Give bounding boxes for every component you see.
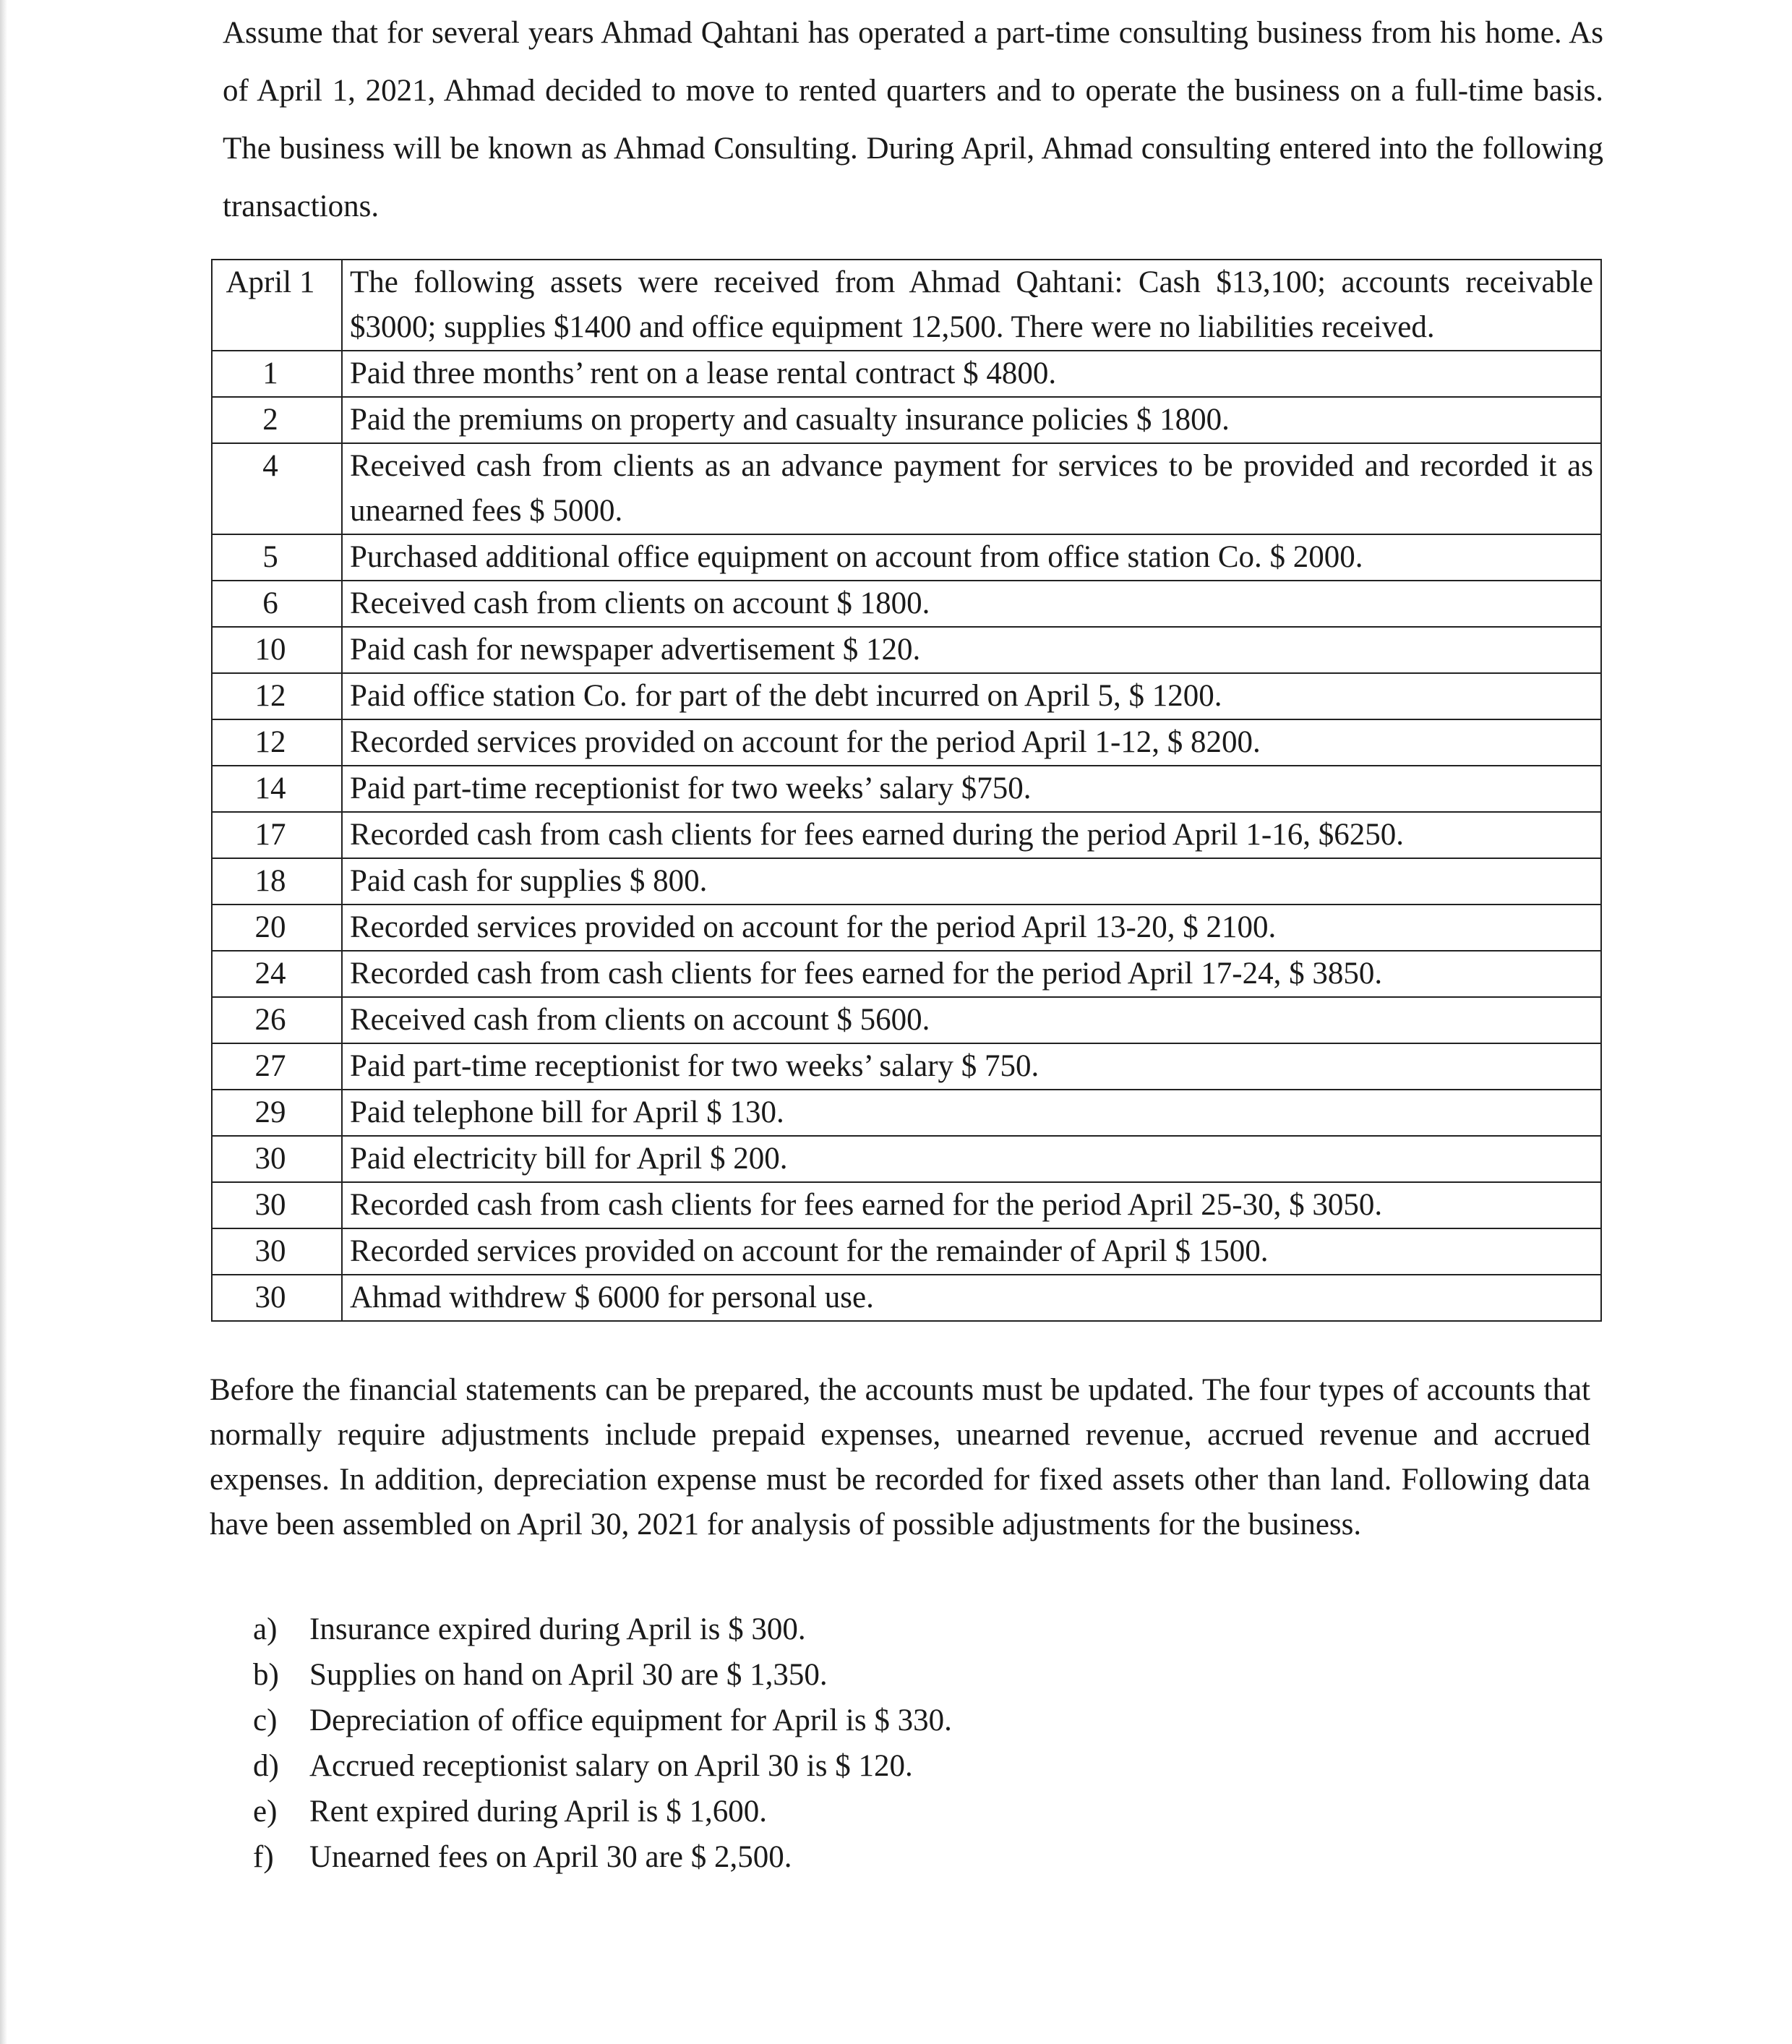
transaction-description: Ahmad withdrew $ 6000 for personal use. <box>342 1275 1601 1321</box>
transaction-description: Recorded cash from cash clients for fees earned for the period April 17-24, $ 3850. <box>342 951 1601 997</box>
transaction-date: 5 <box>212 534 342 581</box>
table-row <box>212 260 1601 351</box>
transaction-date: 30 <box>212 1136 342 1182</box>
transaction-date: 24 <box>212 951 342 997</box>
transaction-date: 29 <box>212 1090 342 1136</box>
item-label: f) <box>253 1840 274 1874</box>
transaction-date: 4 <box>212 443 342 534</box>
transaction-date: 17 <box>212 812 342 858</box>
transaction-description: Received cash from clients on account $ 5600. <box>342 997 1601 1043</box>
list-item <box>253 1652 952 1698</box>
transaction-description: The following assets were received from Ahmad Qahtani: Cash $13,100; accounts receivable $3000; supplies $1400 and office equipment 12,500. There were no liabilities received. <box>342 260 1601 351</box>
table-row <box>212 534 1601 581</box>
transaction-description: Recorded services provided on account for the remainder of April $ 1500. <box>342 1228 1601 1275</box>
table-row <box>212 1228 1601 1275</box>
transaction-date: 26 <box>212 997 342 1043</box>
transactions-table <box>211 259 1602 1322</box>
intro-paragraph: Assume that for several years Ahmad Qahtani has operated a part-time consulting business from his home. As of April 1, 2021, Ahmad decided to move to rented quarters and to operate the business on a full-time basis. The business will be known as Ahmad Consulting. During April, Ahmad consulting entered into the following transactions. <box>223 16 1603 223</box>
table-row <box>212 858 1601 905</box>
transaction-date: 6 <box>212 581 342 627</box>
transaction-description: Paid three months’ rent on a lease rental contract $ 4800. <box>342 351 1601 397</box>
list-item <box>253 1698 952 1743</box>
transaction-date: 14 <box>212 766 342 812</box>
table-row <box>212 1275 1601 1321</box>
transaction-date: 12 <box>212 673 342 719</box>
list-item <box>253 1607 952 1652</box>
table-row <box>212 997 1601 1043</box>
item-text: Depreciation of office equipment for April is $ 330. <box>309 1703 952 1737</box>
table-row <box>212 719 1601 766</box>
item-text: Insurance expired during April is $ 300. <box>309 1612 806 1646</box>
transaction-description: Paid telephone bill for April $ 130. <box>342 1090 1601 1136</box>
transaction-description: Paid cash for newspaper advertisement $ 120. <box>342 627 1601 673</box>
transaction-description: Recorded services provided on account for the period April 1-12, $ 8200. <box>342 719 1601 766</box>
item-label: d) <box>253 1749 279 1783</box>
table-row <box>212 905 1601 951</box>
transaction-description: Received cash from clients as an advance payment for services to be provided and recorded it as unearned fees $ 5000. <box>342 443 1601 534</box>
adjustments-intro-paragraph: Before the financial statements can be prepared, the accounts must be updated. The four types of accounts that normally require adjustments include prepaid expenses, unearned revenue, accrued revenue and accrued expenses. In addition, depreciation expense must be recorded for fixed assets other than land. Following data have been assembled on April 30, 2021 for analysis of possible adjustments for the business. <box>210 1373 1590 1541</box>
transaction-date: 30 <box>212 1275 342 1321</box>
item-label: a) <box>253 1612 278 1646</box>
transaction-date: 27 <box>212 1043 342 1090</box>
item-label: c) <box>253 1703 278 1737</box>
transaction-description: Paid office station Co. for part of the debt incurred on April 5, $ 1200. <box>342 673 1601 719</box>
table-row <box>212 1043 1601 1090</box>
table-row <box>212 1182 1601 1228</box>
table-row <box>212 812 1601 858</box>
transaction-description: Paid the premiums on property and casualty insurance policies $ 1800. <box>342 397 1601 443</box>
transaction-date: 10 <box>212 627 342 673</box>
transaction-description: Received cash from clients on account $ 1800. <box>342 581 1601 627</box>
transaction-date: 20 <box>212 905 342 951</box>
item-text: Accrued receptionist salary on April 30 is $ 120. <box>309 1749 913 1783</box>
list-item <box>253 1789 952 1834</box>
adjustments-list <box>253 1607 952 1880</box>
transaction-description: Purchased additional office equipment on account from office station Co. $ 2000. <box>342 534 1601 581</box>
transaction-description: Recorded cash from cash clients for fees earned for the period April 25-30, $ 3050. <box>342 1182 1601 1228</box>
transaction-date: 1 <box>212 351 342 397</box>
transaction-description: Paid cash for supplies $ 800. <box>342 858 1601 905</box>
transaction-date: 12 <box>212 719 342 766</box>
item-label: b) <box>253 1658 279 1692</box>
item-text: Supplies on hand on April 30 are $ 1,350. <box>309 1658 828 1692</box>
item-text: Unearned fees on April 30 are $ 2,500. <box>309 1840 792 1874</box>
transaction-description: Paid electricity bill for April $ 200. <box>342 1136 1601 1182</box>
transaction-date: April 1 <box>212 260 342 351</box>
table-row <box>212 1136 1601 1182</box>
scan-edge-shadow <box>0 0 7 2044</box>
transaction-description: Recorded services provided on account for the period April 13-20, $ 2100. <box>342 905 1601 951</box>
transaction-date: 30 <box>212 1228 342 1275</box>
transaction-date: 30 <box>212 1182 342 1228</box>
transaction-description: Recorded cash from cash clients for fees earned during the period April 1-16, $6250. <box>342 812 1601 858</box>
table-row <box>212 673 1601 719</box>
table-row <box>212 951 1601 997</box>
item-label: e) <box>253 1795 278 1829</box>
table-row <box>212 581 1601 627</box>
transaction-description: Paid part-time receptionist for two weeks’ salary $750. <box>342 766 1601 812</box>
table-row <box>212 627 1601 673</box>
table-row <box>212 397 1601 443</box>
table-row <box>212 351 1601 397</box>
transaction-date: 18 <box>212 858 342 905</box>
list-item <box>253 1834 952 1880</box>
transaction-date: 2 <box>212 397 342 443</box>
table-row <box>212 766 1601 812</box>
table-row <box>212 443 1601 534</box>
table-row <box>212 1090 1601 1136</box>
transaction-description: Paid part-time receptionist for two weeks’ salary $ 750. <box>342 1043 1601 1090</box>
list-item <box>253 1743 952 1789</box>
item-text: Rent expired during April is $ 1,600. <box>309 1795 767 1829</box>
